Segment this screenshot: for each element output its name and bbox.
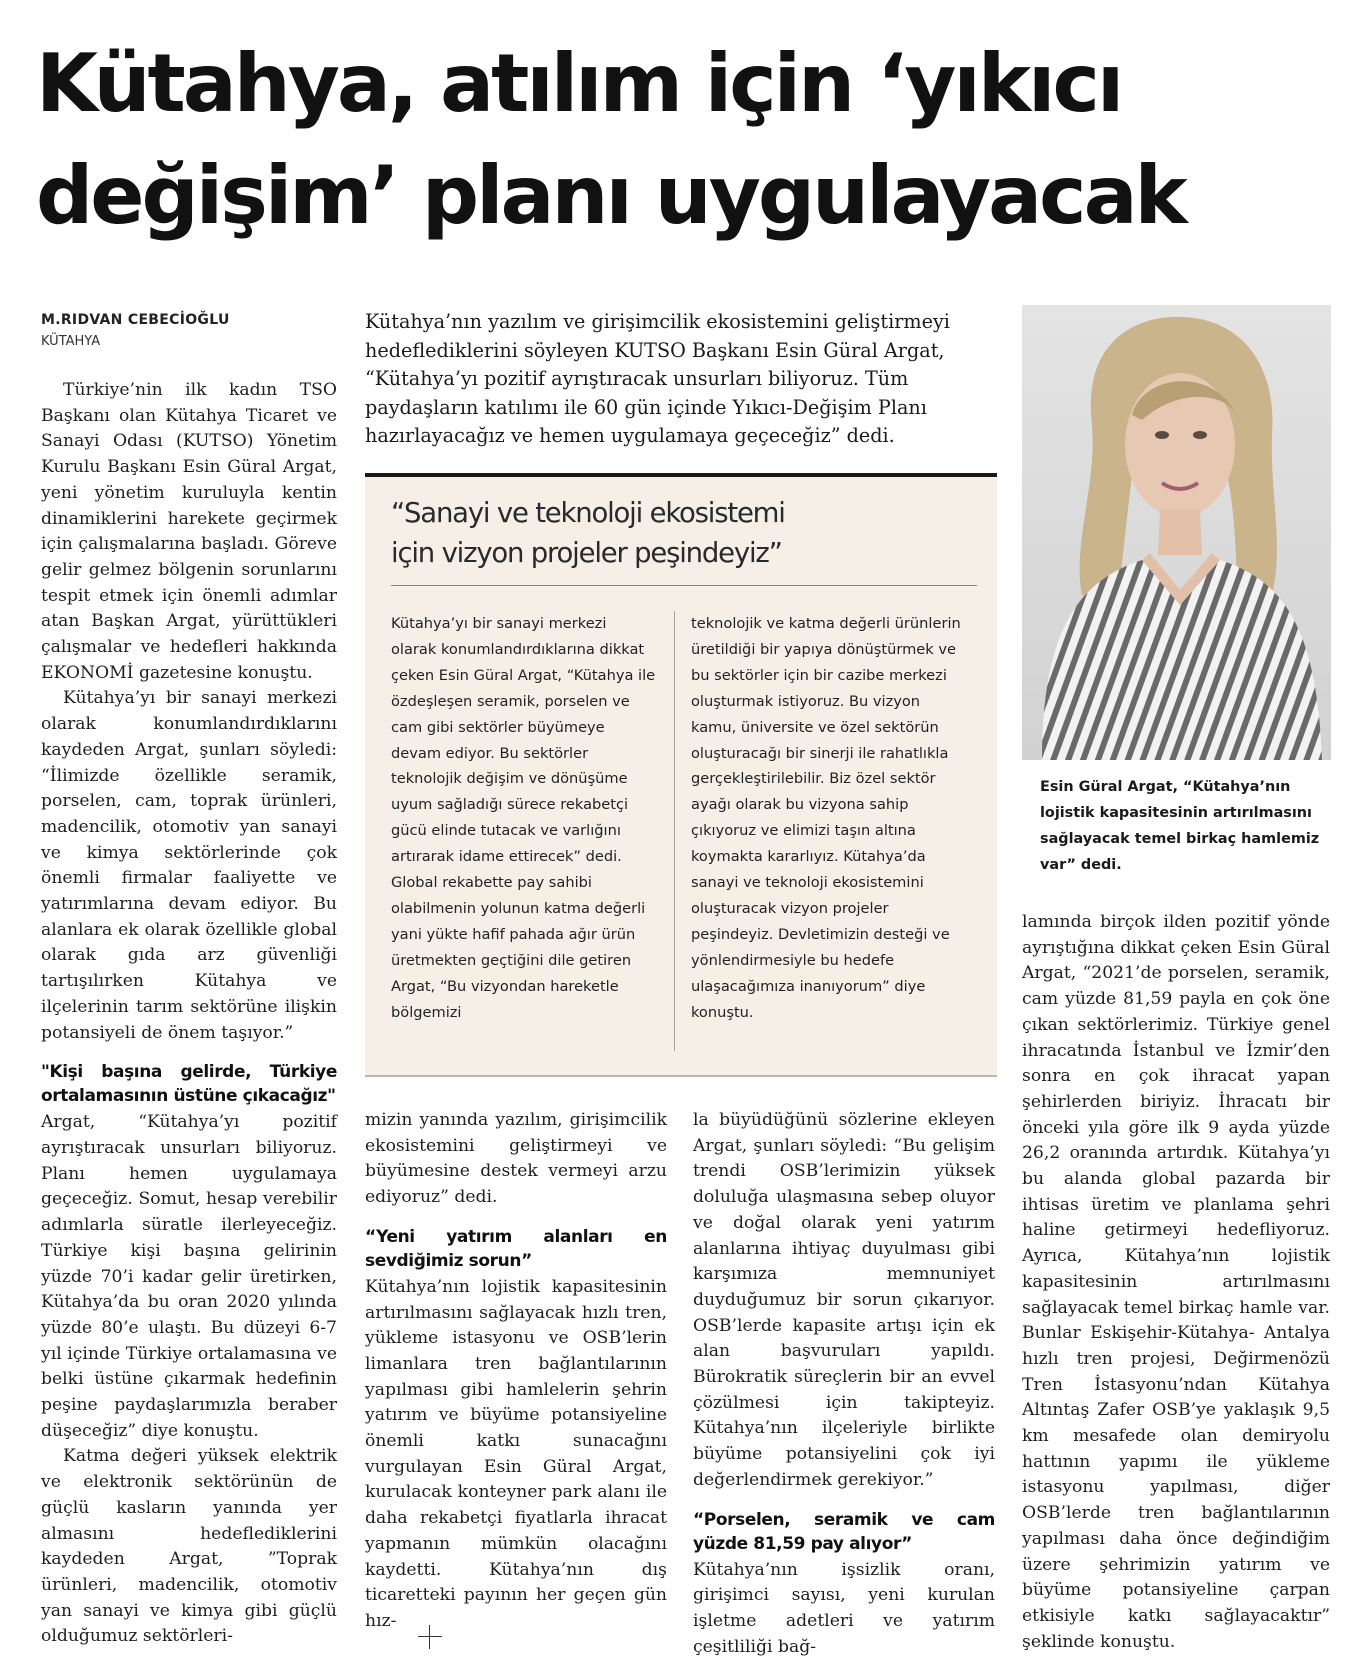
subheading: “Porselen, seramik ve cam yüzde 81,59 pay alıyor” <box>693 1509 995 1554</box>
byline <box>41 312 230 349</box>
paragraph: la büyüdüğünü sözlerine ekleyen Argat, şunları söyledi: “Bu gelişim trendi OSB’lerimizin yüksek doluluğa ulaşmasına sebep oluyor ve doğal olarak yeni yatırım alanlarına ihtiyaç duyulması gibi karşımıza memnuniyet duyduğumuz bir sorun çıkarıyor. OSB’lerde kapasite artışı için ek alan başvuruları yapıldı. Bürokratik süreçlerin bir an evvel çözülmesi için takipteyiz. Kütahya’nın ilçeleriyle birlikte büyüme potansiyelini çok iyi değerlendirmek gerekiyor.” <box>693 1110 995 1490</box>
subheading: "Kişi başına gelirde, Türkiye ortalamasının üstüne çıkacağız" <box>41 1062 337 1107</box>
author-name: M.RIDVAN CEBECİOĞLU <box>41 312 230 328</box>
headline <box>36 28 1336 252</box>
box-column-left <box>391 611 656 1026</box>
crop-mark-icon <box>418 1625 442 1649</box>
portrait-photo <box>1022 305 1331 760</box>
headline-line-1: Kütahya, atılım için ‘yıkıcı <box>36 37 1122 130</box>
box-paragraph: teknolojik ve katma değerli ürünlerin üretildiği bir yapıya dönüştürmek ve bu sektörler için bir cazibe merkezi oluşturmak istiyoruz. Bu vizyon kamu, üniversite ve özel sektörün oluşturacağı bir sinerji ile rahatlıkla gerçekleştirilebilir. Biz özel sektör ayağı olarak bu vizyona sahip çıkıyoruz ve elimizi taşın altına koymakta kararlıyız. Kütahya’da sanayi ve teknoloji ekosistemini oluşturacak vizyon projeler peşindeyiz. Devletimizin desteği ve yönlendirmesiyle bu hedefe ulaşacağımıza inanıyorum” diye konuştu. <box>691 615 961 1021</box>
subheading: “Yeni yatırım alanları en sevdiğimiz sorun” <box>365 1226 667 1271</box>
portrait-illustration <box>1022 305 1331 760</box>
article-column-4 <box>1022 910 1330 1655</box>
paragraph: Kütahya’yı bir sanayi merkezi olarak konumlandırdıklarını kaydeden Argat, şunları söyledi: “İlimizde özellikle seramik, porselen, cam, toprak ürünleri, madencilik, otomotiv yan sanayi ve kimya sektörlerinde çok önemli firmalar faaliyette ve yatırımlarına devam ediyor. Bu alanlara ek olarak özellikle global olarak gıda arz güvenliği tartışılırken Kütahya ve ilçelerinin tarım sektörüne ilişkin potansiyeli de önem taşıyor.” <box>41 688 337 1043</box>
pull-quote-box <box>365 473 997 1077</box>
box-divider <box>391 585 977 586</box>
paragraph: Türkiye’nin ilk kadın TSO Başkanı olan Kütahya Ticaret ve Sanayi Odası (KUTSO) Yönetim Kurulu Başkanı Esin Güral Argat, yeni yönetim kuruluyla kentin dinamiklerini harekete geçirmek için çalışmalarına başladı. Göreve gelir gelmez bölgenin sorunlarını tespit etmek için önemli adımlar atan Başkan Argat, yürüttükleri çalışmalar ve hedefleri hakkında EKONOMİ gazetesine konuştu. <box>41 380 337 683</box>
headline-line-2: değişim’ planı uygulayacak <box>36 149 1185 242</box>
box-quote-headline <box>391 493 951 573</box>
paragraph: Kütahya’nın lojistik kapasitesinin artırılmasını sağlayacak hızlı tren, yükleme istasyonu ve OSB’lerin limanlara tren bağlantılarının yapılması gibi hamlelerin şehrin yatırım ve büyüme potansiyeline önemli katkı sunacağını vurgulayan Esin Güral Argat, kurulacak konteyner park alanı ile daha rekabetçi fiyatlarla ihracat yapmanın mümkün olacağını kaydetti. Kütahya’nın dış ticaretteki payının her geçen gün hız- <box>365 1276 667 1631</box>
dateline-location: KÜTAHYA <box>41 334 101 349</box>
box-quote-line-2: için vizyon projeler peşindeyiz” <box>391 537 782 569</box>
photo-caption: Esin Güral Argat, “Kütahya’nın lojistik kapasitesinin artırılmasını sağlayacak temel birkaç hamlemiz var” dedi. <box>1040 779 1320 873</box>
box-paragraph: Kütahya’yı bir sanayi merkezi olarak konumlandırdıklarına dikkat çeken Esin Güral Argat, “Kütahya ile özdeşleşen seramik, porselen ve cam gibi sektörler büyümeye devam ediyor. Bu sektörler teknolojik değişim ve dönüşüme uyum sağladığı sürece rekabetçi gücü elinde tutacak ve varlığını artırarak idame ettirecek” dedi. Global rekabette pay sahibi olabilmenin yolunun katma değerli yani yükte hafif pahada ağır ürün üretmekten geçtiğini dile getiren Argat, “Bu vizyondan hareketle bölgemizi <box>391 615 656 1021</box>
paragraph: Kütahya’nın işsizlik oranı, girişimci sayısı, yeni kurulan işletme adetleri ve yatırım çeşitliliği bağ- <box>693 1559 995 1657</box>
paragraph: Katma değeri yüksek elektrik ve elektronik sektörünün de güçlü kasların yanında yer almasını hedeflediklerini kaydeden Argat, ”Toprak ürünleri, madencilik, otomotiv yan sanayi ve kimya gibi güçlü olduğumuz sektörleri- <box>41 1446 337 1647</box>
article-column-2 <box>365 1108 667 1635</box>
paragraph: lamında birçok ilden pozitif yönde ayrıştığına dikkat çeken Esin Güral Argat, “2021’de porselen, seramik, cam yüzde 81,59 payla en çok öne çıkan sektörlerimiz. Türkiye genel ihracatında İstanbul ve İzmir’den sonra en çok ihracat yapan şehirlerden biriyiz. İhracatı bir önceki yıla göre ilk 9 ayda yüzde 26,2 oranında artırdık. Kütahya’yı bu alanda global pazarda bir ihtisas üretim ve planlama şehri haline getirmeyi hedefliyoruz. Ayrıca, Kütahya’nın lojistik kapasitesinin artırılmasını sağlayacak temel birkaç hamle var. Bunlar Eskişehir-Kütahya- Antalya hızlı tren projesi, Değirmenözü Tren İstasyonu’ndan Kütahya Altıntaş Zafer OSB’ye yaklaşık 9,5 km mesafede olan demiryolu hattının yapımı ile yükleme istasyonu yapılması, diğer OSB’lerde tren bağlantılarının yapılması daha önce değindiğim üzere şehrimizin yatırım ve büyüme potansiyeline çarpan etkisiyle katkı sağlayacaktır” şeklinde konuştu. <box>1022 912 1330 1652</box>
box-quote-line-1: “Sanayi ve teknoloji ekosistemi <box>391 497 785 529</box>
deck-text: Kütahya’nın yazılım ve girişimcilik ekosistemini geliştirmeyi hedeflediklerini söyleyen KUTSO Başkanı Esin Güral Argat, “Kütahya’yı pozitif ayrıştıracak unsurları biliyoruz. Tüm paydaşların katılımı ile 60 gün içinde Yıkıcı-Değişim Planı hazırlayacağız ve hemen uygulamaya geçeceğiz” dedi. <box>365 310 950 447</box>
paragraph: Argat, “Kütahya’yı pozitif ayrıştıracak unsurları biliyoruz. Planı hemen uygulamaya geçeceğiz. Somut, hesap verebilir adımlarla süratle ilerleyeceğiz. Türkiye kişi başına gelirinin yüzde 70’i kadar gelir üretirken, Kütahya’da bu oran 2020 yılında yüzde 80’e ulaştı. Bu düzeyi 6-7 yıl içinde Türkiye ortalamasına ve belki üstüne çıkarmak hedefinin peşine paydaşlarımızla beraber düşeceğiz” diye konuştu. <box>41 1112 337 1441</box>
box-column-right <box>691 611 961 1026</box>
article-column-3 <box>693 1108 995 1660</box>
article-column-1 <box>41 378 337 1650</box>
box-column-divider <box>674 611 675 1051</box>
article-deck <box>365 308 995 451</box>
paragraph: mizin yanında yazılım, girişimcilik ekosistemini geliştirmeyi ve büyümesine destek vermeyi arzu ediyoruz” dedi. <box>365 1110 667 1208</box>
